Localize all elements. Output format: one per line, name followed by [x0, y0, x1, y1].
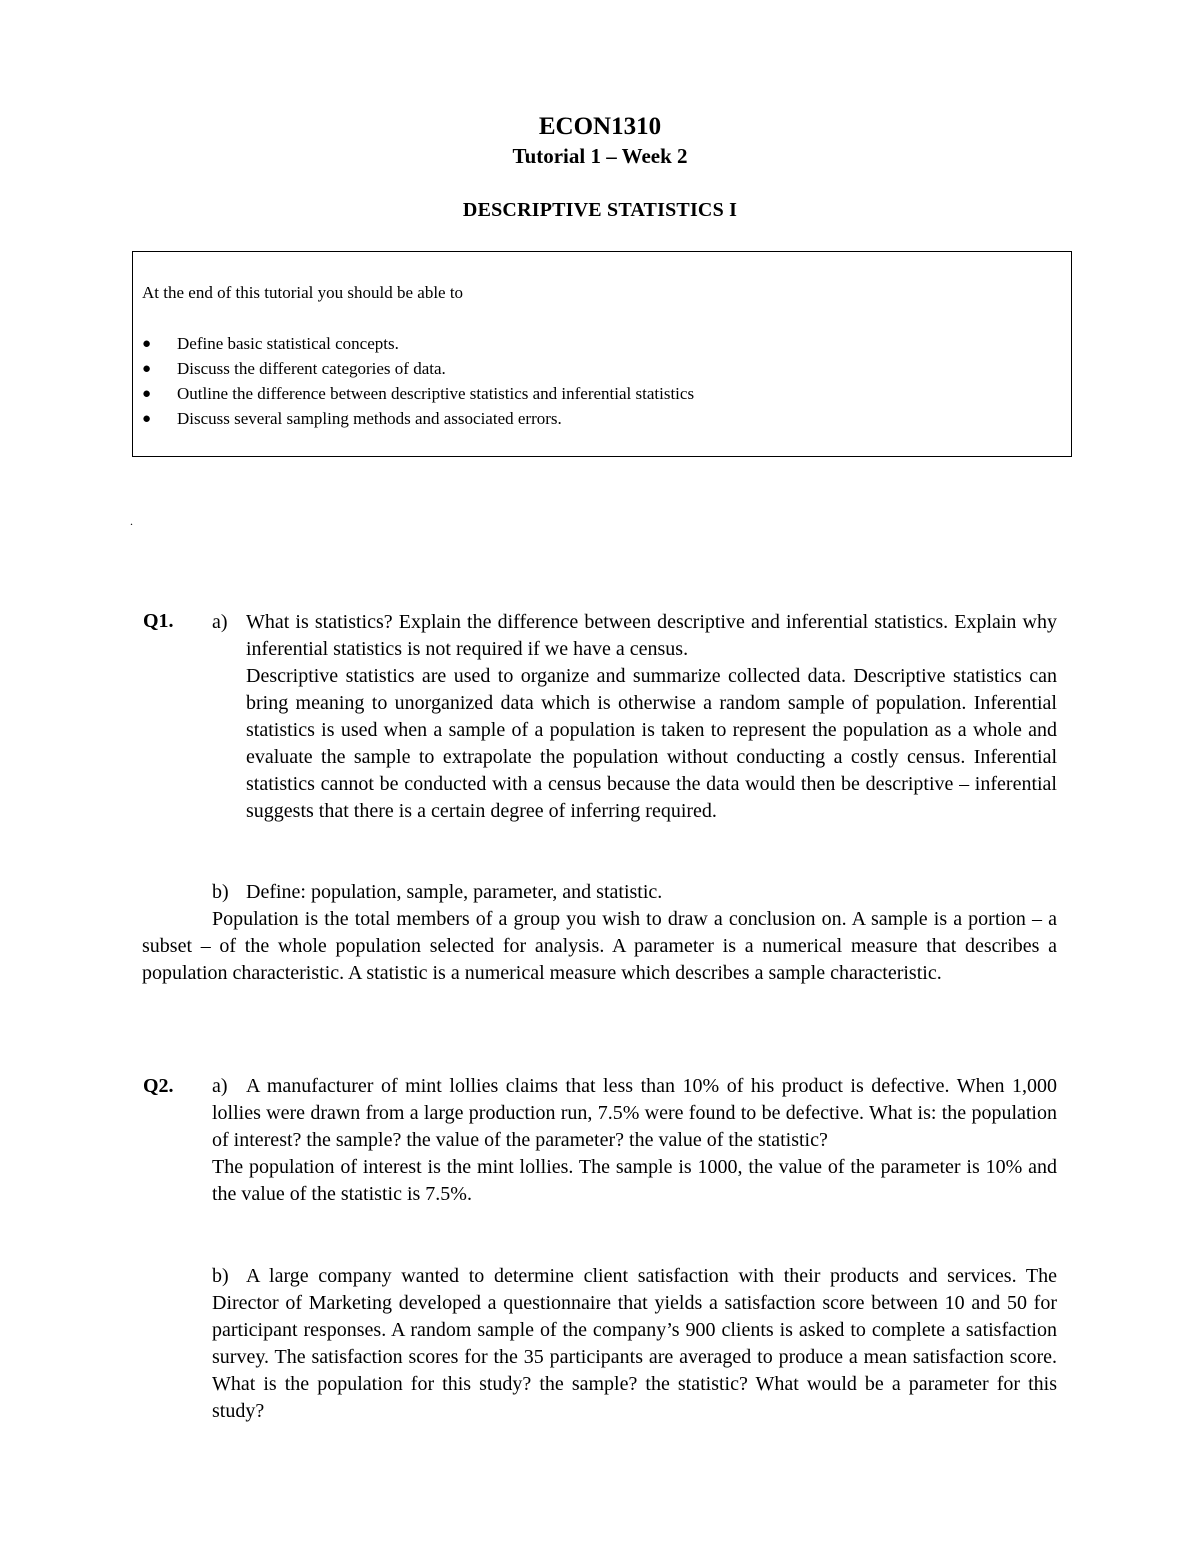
objectives-intro: At the end of this tutorial you should be able to [142, 283, 464, 302]
tutorial-week: Tutorial 1 – Week 2 [512, 144, 688, 168]
objective-item: ● Discuss several sampling methods and associated errors. [142, 409, 562, 428]
question-2b-text: A large company wanted to determine client satisfaction with their products and services. The Director of Marketing developed a questionnaire that yields a satisfaction score between 10 and 50 for participant responses. A random sample of the company’s 900 clients is asked to complete a satisfaction survey. The satisfaction scores for the 35 participants are averaged to produce a mean satisfaction score. What is the population for this study? the sample? the statistic? What would be a parameter for this study? [212, 1265, 1057, 1422]
part-letter: b) [212, 1265, 229, 1287]
part-letter: b) [212, 881, 229, 903]
section-title: DESCRIPTIVE STATISTICS I [462, 199, 738, 221]
bullet-icon: ● [142, 336, 152, 352]
part-letter: a) [212, 611, 228, 633]
stray-mark: . [130, 514, 133, 528]
question-1a [212, 609, 1057, 825]
question-1b [142, 879, 1057, 987]
objectives-list [142, 333, 694, 433]
bullet-icon: ● [142, 386, 152, 402]
question-2b-prompt [212, 1263, 1057, 1425]
objective-item: ● Discuss the different categories of data. [142, 359, 446, 378]
question-2a [212, 1073, 1057, 1208]
question-1a-text: What is statistics? Explain the difference between descriptive and inferential statistics. Explain why inferential statistics is not required if we have a census. [246, 611, 1057, 660]
part-letter: a) [212, 1075, 228, 1097]
bullet-icon: ● [142, 411, 152, 427]
objective-item: ● Define basic statistical concepts. [142, 334, 399, 353]
question-2a-prompt [212, 1073, 1057, 1154]
question-1b-text: Define: population, sample, parameter, and statistic. [246, 881, 663, 903]
course-code: ECON1310 [538, 113, 662, 140]
question-1a-answer: Descriptive statistics are used to organize and summarize collected data. Descriptive statistics can bring meaning to unorganized data which is otherwise a random sample of population. Inferential statistics is used when a sample of a population is taken to represent the population as a whole and evaluate the sample to extrapolate the population without conducting a costly census. Inferential statistics cannot be conducted with a census because the data would then be descriptive – inferential suggests that there is a certain degree of inferring required. [246, 665, 1057, 822]
objective-item: ● Outline the difference between descriptive statistics and inferential statistics [142, 384, 695, 403]
bullet-icon: ● [142, 361, 152, 377]
question-2b [212, 1263, 1057, 1425]
question-2a-answer: The population of interest is the mint lollies. The sample is 1000, the value of the parameter is 10% and the value of the statistic is 7.5%. [212, 1156, 1057, 1205]
question-1b-answer: Population is the total members of a group you wish to draw a conclusion on. A sample is a portion – a subset – of the whole population selected for analysis. A parameter is a numerical measure that describes a population characteristic. A statistic is a numerical measure which describes a sample characteristic. [142, 908, 1057, 984]
question-2-label: Q2. [143, 1075, 174, 1097]
question-1b-prompt [142, 879, 1057, 906]
question-1a-prompt [212, 609, 1057, 663]
question-2a-text: A manufacturer of mint lollies claims that less than 10% of his product is defective. When 1,000 lollies were drawn from a large production run, 7.5% were found to be defective. What is: the population of interest? the sample? the value of the parameter? the value of the statistic? [212, 1075, 1057, 1151]
question-1-label: Q1. [143, 610, 174, 632]
